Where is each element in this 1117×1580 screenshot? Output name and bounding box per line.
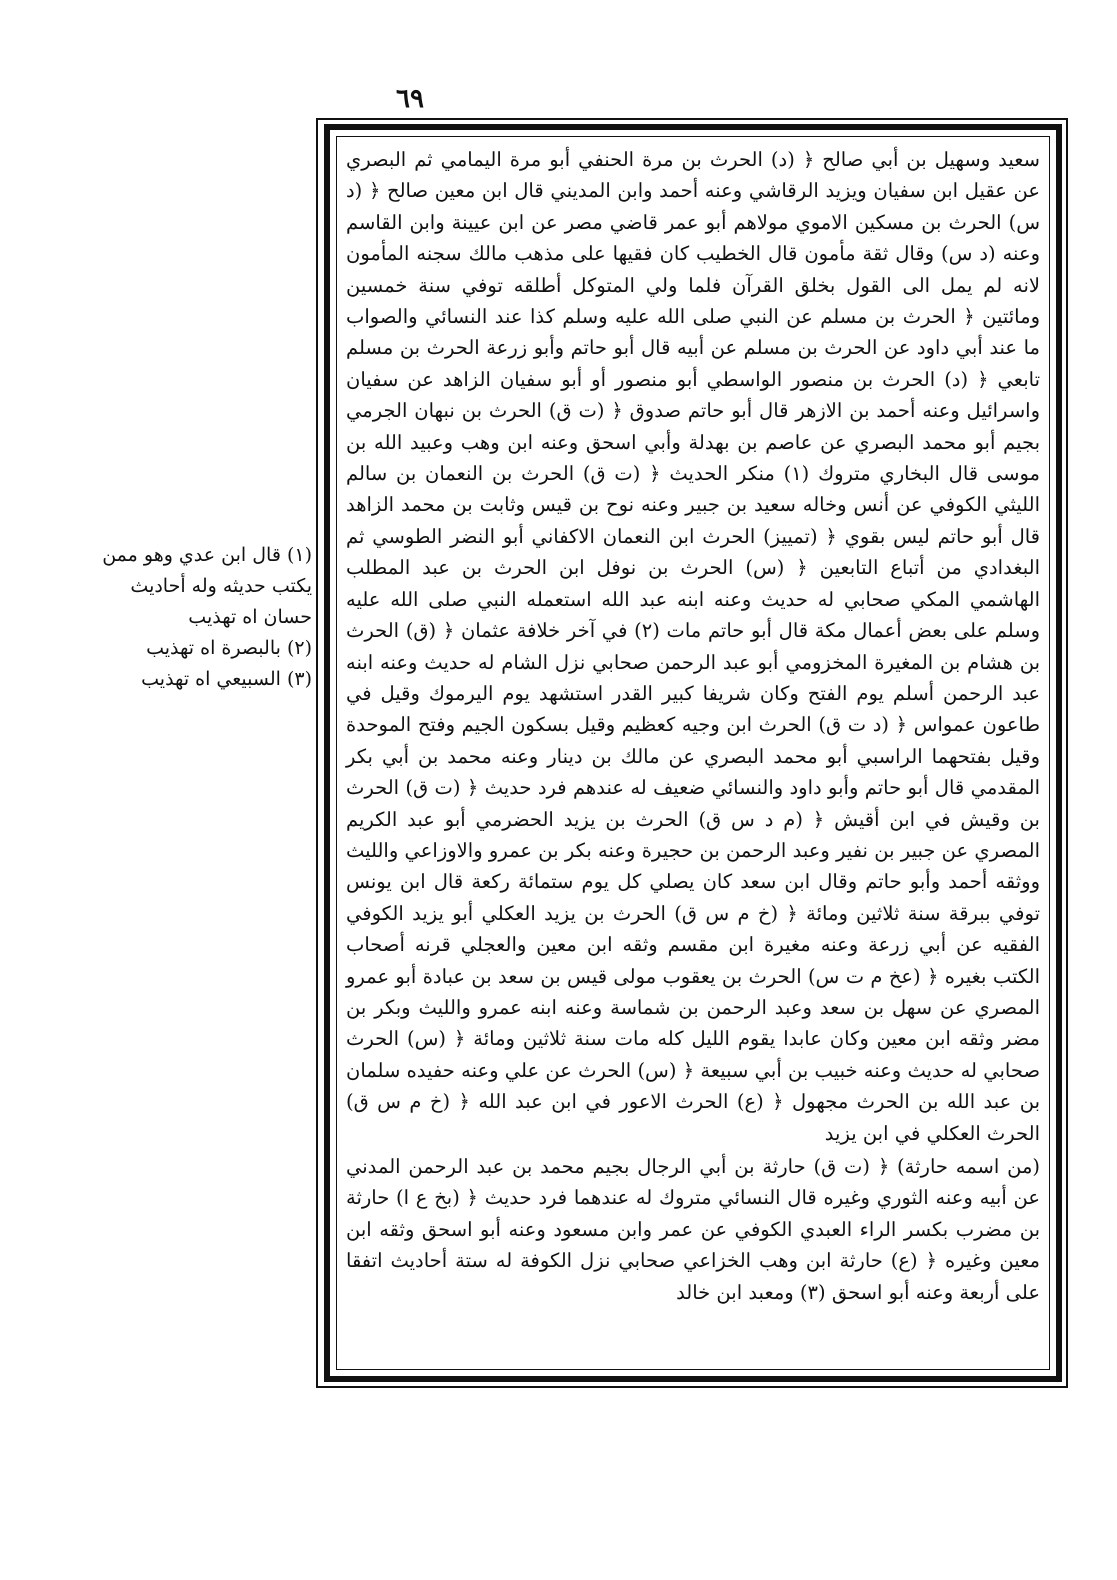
- margin-note-1: (١) قال ابن عدي وهو ممن يكتب حديثه وله أحاديث حسان اه تهذيب: [102, 544, 312, 628]
- body-paragraph-1: سعيد وسهيل بن أبي صالح ﴿ (د) الحرث بن مرة الحنفي أبو مرة اليمامي ثم البصري عن عقيل ابن سفيان ويزيد الرقاشي وعنه أحمد وابن المديني قال ابن معين صالح ﴿ (د س) الحرث بن مسكين الاموي مولاهم أبو عمر قاضي مصر عن ابن عيينة وابن القاسم وعنه (د س) وقال ثقة مأمون قال الخطيب كان فقيها على مذهب مالك سجنه المأمون لانه لم يمل الى القول بخلق القرآن فلما ولي المتوكل أطلقه توفي سنة خمسين ومائتين ﴿ الحرث بن مسلم عن النبي صلى الله عليه وسلم كذا عند النسائي والصواب ما عند أبي داود عن الحرث بن مسلم عن أبيه قال أبو حاتم وأبو زرعة الحرث بن مسلم تابعي ﴿ (د) الحرث بن منصور الواسطي أبو منصور أو أبو سفيان الزاهد عن سفيان واسرائيل وعنه أحمد بن الازهر قال أبو حاتم صدوق ﴿ (ت ق) الحرث بن نبهان الجرمي بجيم أبو محمد البصري عن عاصم بن بهدلة وأبي اسحق وعنه ابن وهب وعبيد الله بن موسى قال البخاري متروك (١) منكر الحديث ﴿ (ت ق) الحرث بن النعمان بن سالم الليثي الكوفي عن أنس وخاله سعيد بن جبير وعنه نوح بن قيس وثابت بن محمد الزاهد قال أبو حاتم ليس بقوي ﴿ (تمييز) الحرث ابن النعمان الاكفاني أبو النضر الطوسي ثم البغدادي من أتباع التابعين ﴿ (س) الحرث بن نوفل ابن الحرث بن عبد المطلب الهاشمي المكي صحابي له حديث وعنه ابنه عبد الله استعمله النبي صلى الله عليه وسلم على بعض أعمال مكة قال أبو حاتم مات (٢) في آخر خلافة عثمان ﴿ (ق) الحرث بن هشام بن المغيرة المخزومي أبو عبد الرحمن صحابي نزل الشام له حديث وعنه ابنه عبد الرحمن أسلم يوم الفتح وكان شريفا كبير القدر استشهد يوم اليرموك وقيل في طاعون عمواس ﴿ (د ت ق) الحرث ابن وجيه كعظيم وقيل بسكون الجيم وفتح الموحدة وقيل بفتحهما الراسبي أبو محمد البصري عن مالك بن دينار وعنه محمد بن أبي بكر المقدمي قال أبو حاتم وأبو داود والنسائي ضعيف له عندهم فرد حديث ﴿ (ت ق) الحرث بن وقيش في ابن أقيش ﴿ (م د س ق) الحرث بن يزيد الحضرمي أبو عبد الكريم المصري عن جبير بن نفير وعبد الرحمن بن حجيرة وعنه بكر بن عمرو والاوزاعي والليث ووثقه أحمد وأبو حاتم وقال ابن سعد كان يصلي كل يوم ستمائة ركعة قال ابن يونس توفي ببرقة سنة ثلاثين ومائة ﴿ (خ م س ق) الحرث بن يزيد العكلي أبو يزيد الكوفي الفقيه عن أبي زرعة وعنه مغيرة ابن مقسم وثقه ابن معين والعجلي قرنه أصحاب الكتب بغيره ﴿ (عخ م ت س) الحرث بن يعقوب مولى قيس بن سعد بن عبادة أبو عمرو المصري عن سهل بن سعد وعبد الرحمن بن شماسة وعنه ابنه عمرو والليث وبكر بن مضر وثقه ابن معين وكان عابدا يقوم الليل كله مات سنة ثلاثين ومائة ﴿ (س) الحرث صحابي له حديث وعنه خبيب بن أبي سبيعة ﴿ (س) الحرث عن علي وعنه حفيده سلمان بن عبد الله بن الحرث مجهول ﴿ (ع) الحرث الاعور في ابن عبد الله ﴿ (خ م س ق) الحرث العكلي في ابن يزيد: [346, 148, 1041, 1145]
- margin-note-3: (٣) السبيعي اه تهذيب: [141, 668, 312, 690]
- main-text-block: [346, 144, 1040, 1308]
- page-number: ٦٩: [396, 84, 424, 114]
- body-paragraph-2: (من اسمه حارثة) ﴿ (ت ق) حارثة بن أبي الرجال بجيم محمد بن عبد الرحمن المدني عن أبيه وعنه الثوري وغيره قال النسائي متروك له عندهما فرد حديث ﴿ (بخ ع ا) حارثة بن مضرب بكسر الراء العبدي الكوفي عن عمر وابن مسعود وعنه أبو اسحق وثقه ابن معين وغيره ﴿ (ع) حارثة ابن وهب الخزاعي صحابي نزل الكوفة له ستة أحاديث اتفقا على أربعة وعنه أبو اسحق (٣) ومعبد ابن خالد: [346, 1155, 1040, 1304]
- margin-note-2: (٢) بالبصرة اه تهذيب: [146, 637, 312, 659]
- margin-notes: [100, 540, 312, 695]
